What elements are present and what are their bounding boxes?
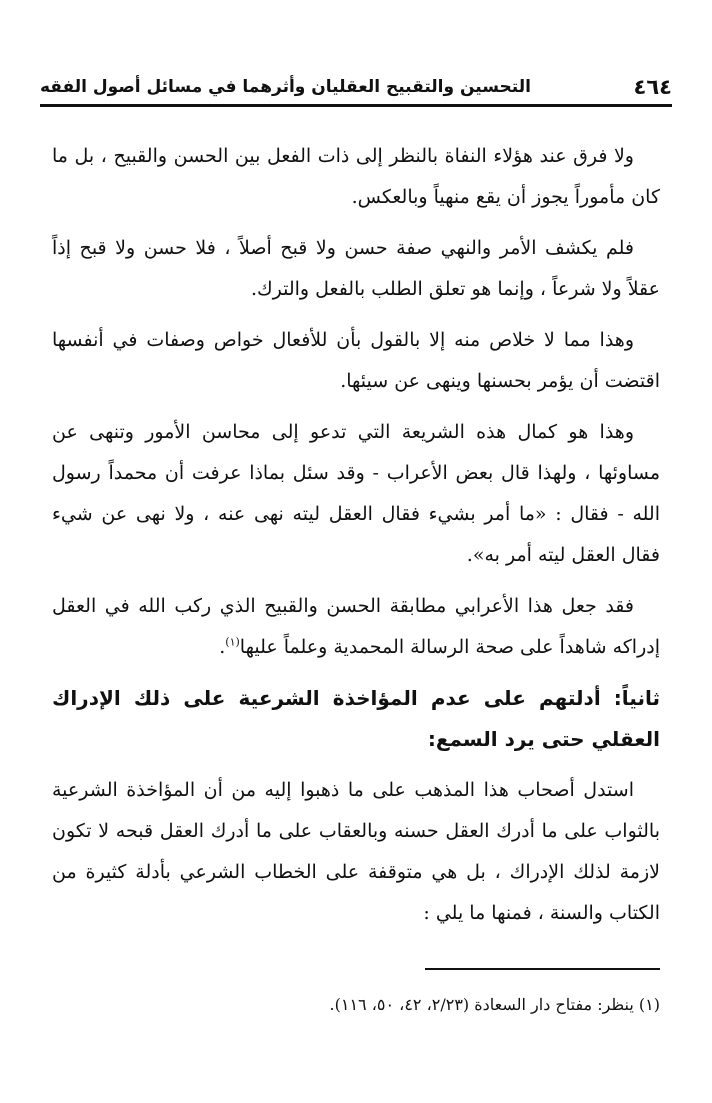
paragraph-3: وهذا مما لا خلاص منه إلا بالقول بأن للأفعال خواص وصفات في أنفسها اقتضت أن يؤمر بحسنها وينهى عن سيئها. [52,329,660,392]
main-text [52,136,660,944]
paragraph-6: استدل أصحاب هذا المذهب على ما ذهبوا إليه من أن المؤاخذة الشرعية بالثواب على ما أدرك العقل حسنه وبالعقاب على ما أدرك العقل قبحه لا تكون لازمة لذلك الإدراك ، بل هي متوقفة على الخطاب الشرعي بأدلة كثيرة من الكتاب والسنة ، فمنها ما يلي : [52,779,660,924]
paragraph-1: ولا فرق عند هؤلاء النفاة بالنظر إلى ذات الفعل بين الحسن والقبيح ، بل ما كان مأموراً يجوز أن يقع منهياً وبالعكس. [52,145,660,208]
footnote-divider [425,968,660,970]
paragraph-2: فلم يكشف الأمر والنهي صفة حسن ولا قبح أصلاً ، فلا حسن ولا قبح إذاً عقلاً ولا شرعاً ، وإنما هو تعلق الطلب بالفعل والترك. [52,237,660,300]
section-heading: ثانياً: أدلتهم على عدم المؤاخذة الشرعية على ذلك الإدراك العقلي حتى يرد السمع: [52,686,660,751]
running-header [40,70,672,107]
paragraph-5: فقد جعل هذا الأعرابي مطابقة الحسن والقبيح الذي ركب الله في العقل إدراكه شاهداً على صحة الرسالة المحمدية وعلماً عليها$^{(١)}$. [52,595,660,658]
running-header-title: التحسين والتقبيح العقليان وأثرهما في مسائل أصول الفقه [40,77,531,97]
footnote-marker: (١) [225,635,240,649]
paragraph-5-text: فقد جعل هذا الأعرابي مطابقة الحسن والقبيح الذي ركب الله في العقل إدراكه شاهداً على صحة الرسالة المحمدية وعلماً عليها [52,595,660,658]
paragraph-4: وهذا هو كمال هذه الشريعة التي تدعو إلى محاسن الأمور وتنهى عن مساوئها ، ولهذا قال بعض الأعراب - وقد سئل بماذا عرفت أن محمداً رسول الله - فقال : «ما أمر بشيء فقال العقل ليته نهى عنه ، ولا نهى عن شيء فقال العقل ليته أمر به». [52,421,660,566]
footnote: (١) ينظر: مفتاح دار السعادة (٢/٢٣، ٤٢، ٥٠، ١١٦). [329,995,660,1014]
page-number: ٤٦٤ [633,75,672,99]
